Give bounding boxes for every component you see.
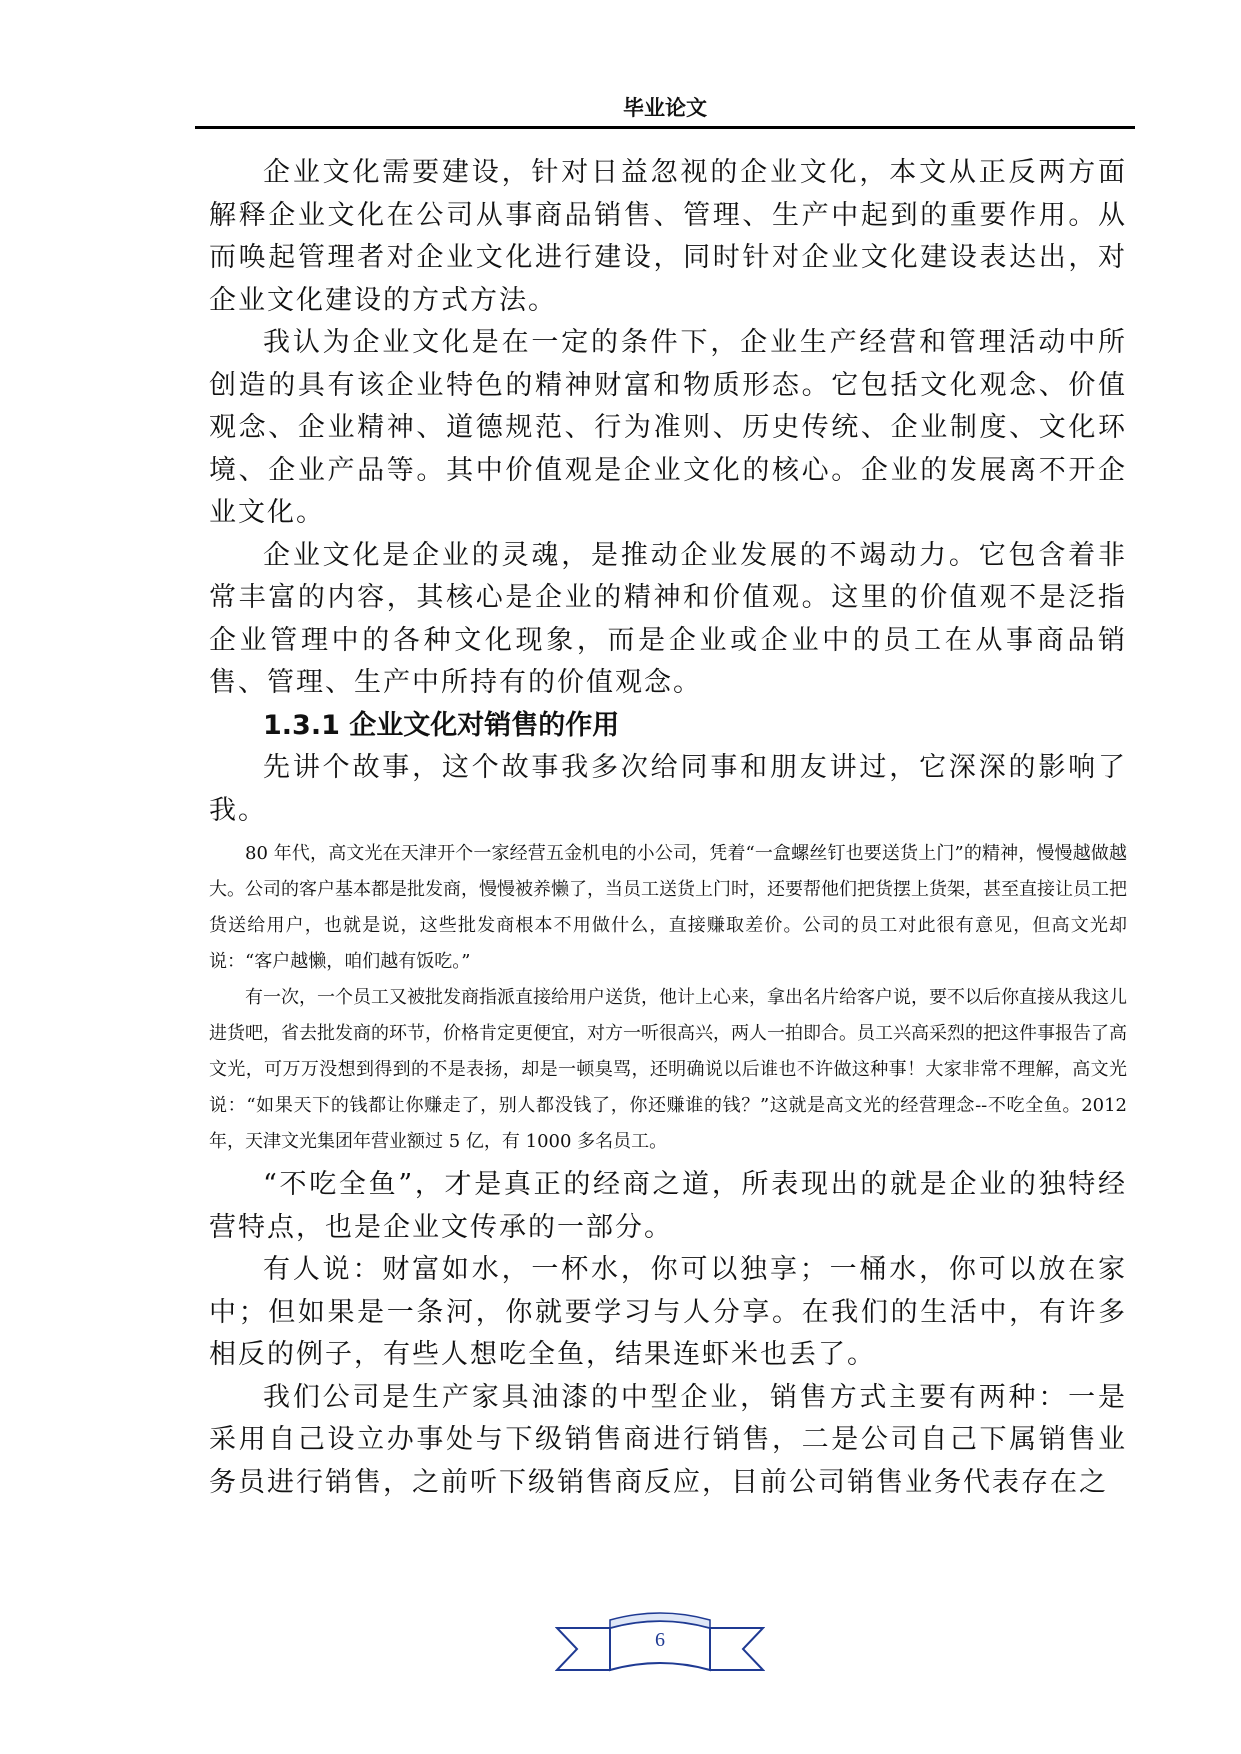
- paragraph-5: “不吃全鱼”，才是真正的经商之道，所表现出的就是企业的独特经营特点，也是企业文传承的一部分。: [209, 1169, 1127, 1243]
- header-divider: [195, 126, 1135, 129]
- page-number-ribbon: [555, 1608, 765, 1688]
- document-header-title: 毕业论文: [623, 96, 707, 120]
- paragraph-1: 企业文化需要建设，针对日益忽视的企业文化，本文从正反两方面解释企业文化在公司从事商品销售、管理、生产中起到的重要作用。从而唤起管理者对企业文化进行建设，同时针对企业文化建设表达出，对企业文化建设的方式方法。: [209, 157, 1127, 316]
- paragraph-2: 我认为企业文化是在一定的条件下，企业生产经营和管理活动中所创造的具有该企业特色的精神财富和物质形态。它包括文化观念、价值观念、企业精神、道德规范、行为准则、历史传统、企业制度、文化环境、企业产品等。其中价值观是企业文化的核心。企业的发展离不开企业文化。: [209, 327, 1127, 528]
- story-paragraph-1: 80 年代，高文光在天津开个一家经营五金机电的小公司，凭着“一盒螺丝钉也要送货上门”的精神，慢慢越做越大。公司的客户基本都是批发商，慢慢被养懒了，当员工送货上门时，还要帮他们把货摆上货架，甚至直接让员工把货送给用户，也就是说，这些批发商根本不用做什么，直接赚取差价。公司的员工对此很有意见，但高文光却说：“客户越懒，咱们越有饭吃。”: [209, 843, 1127, 972]
- story-paragraph-2: 有一次，一个员工又被批发商指派直接给用户送货，他计上心来，拿出名片给客户说，要不以后你直接从我这儿进货吧，省去批发商的环节，价格肯定更便宜，对方一听很高兴，两人一拍即合。员工兴高采烈的把这件事报告了高文光，可万万没想到得到的不是表扬，却是一顿臭骂，还明确说以后谁也不许做这种事！大家非常不理解，高文光说：“如果天下的钱都让你赚走了，别人都没钱了，你还赚谁的钱？”这就是高文光的经营理念--不吃全鱼。2012 年，天津文光集团年营业额过 5 亿，有 1000 多名员工。: [209, 987, 1127, 1152]
- paragraph-4: 先讲个故事，这个故事我多次给同事和朋友讲过，它深深的影响了我。: [209, 752, 1127, 826]
- paragraph-6: 有人说：财富如水，一杯水，你可以独享；一桶水，你可以放在家中；但如果是一条河，你就要学习与人分享。在我们的生活中，有许多相反的例子，有些人想吃全鱼，结果连虾米也丢了。: [209, 1254, 1127, 1370]
- document-body: [209, 152, 1127, 1504]
- section-heading: 1.3.1 企业文化对销售的作用: [263, 709, 620, 741]
- page-number: 6: [655, 1629, 665, 1651]
- paragraph-7: 我们公司是生产家具油漆的中型企业，销售方式主要有两种：一是采用自己设立办事处与下级销售商进行销售，二是公司自己下属销售业务员进行销售，之前听下级销售商反应，目前公司销售业务代表存在之: [209, 1381, 1127, 1498]
- paragraph-3: 企业文化是企业的灵魂，是推动企业发展的不竭动力。它包含着非常丰富的内容，其核心是企业的精神和价值观。这里的价值观不是泛指企业管理中的各种文化现象，而是企业或企业中的员工在从事商品销售、管理、生产中所持有的价值观念。: [209, 539, 1127, 698]
